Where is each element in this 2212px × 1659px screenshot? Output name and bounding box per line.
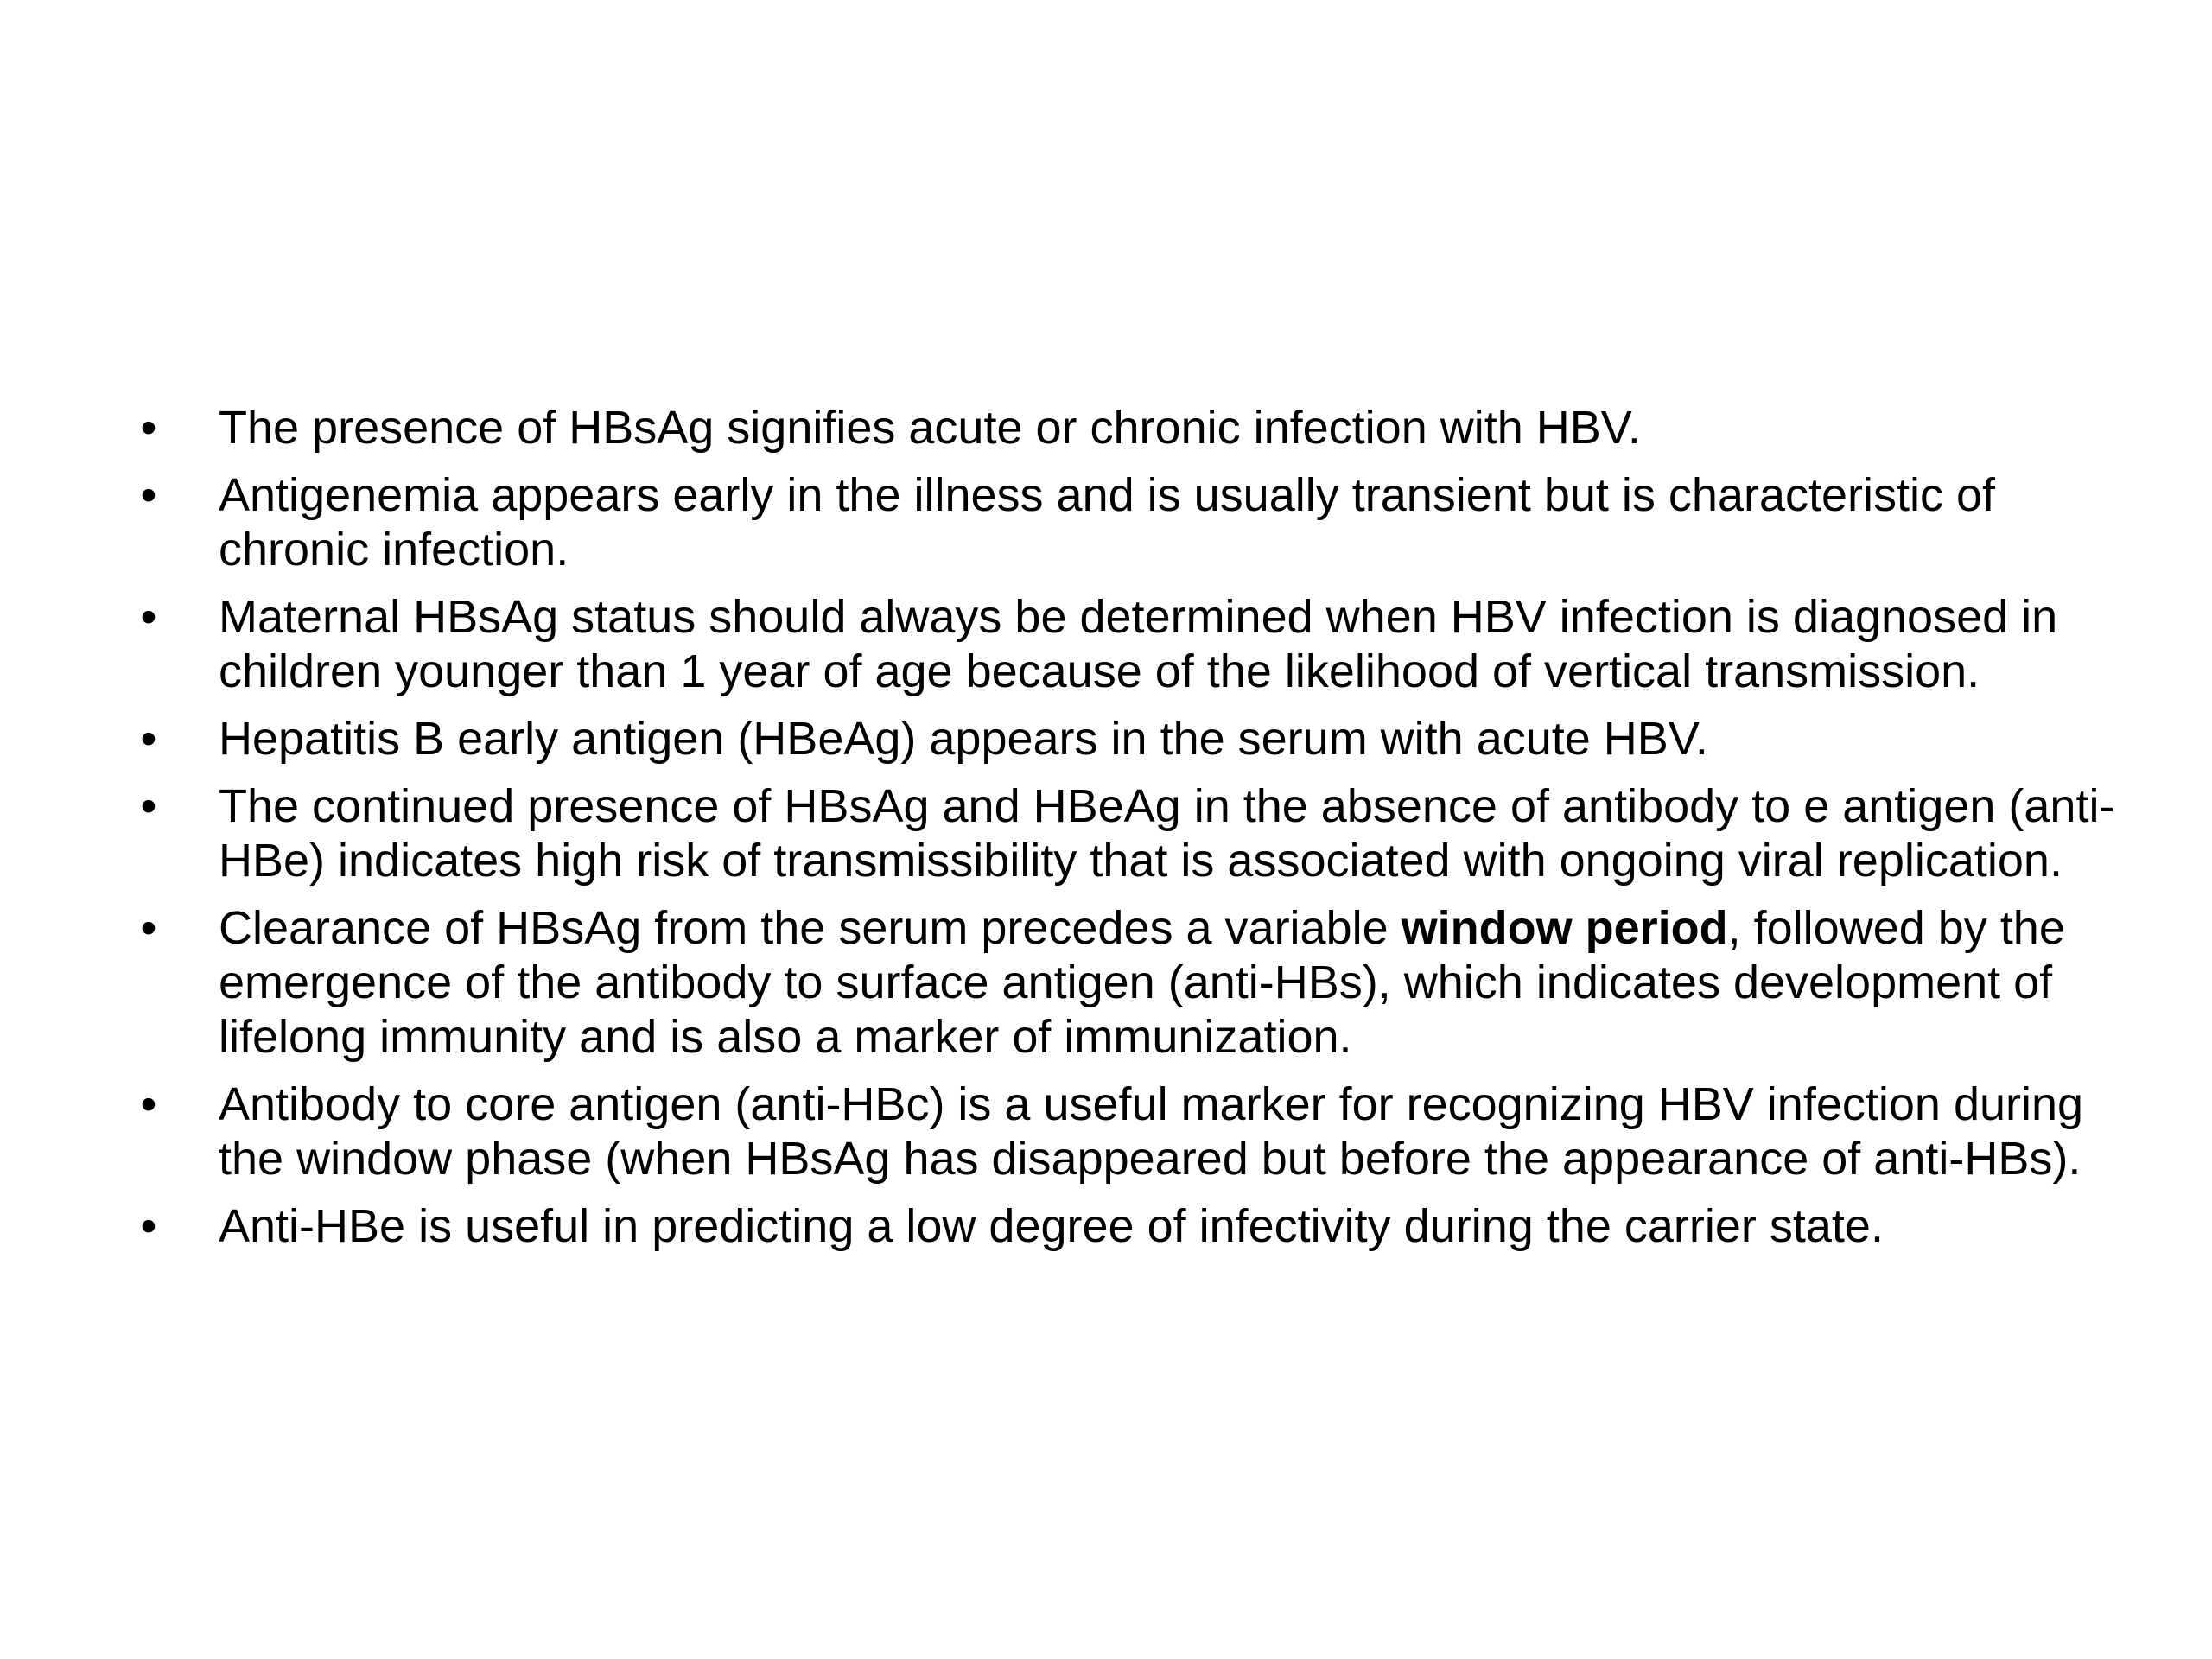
bullet-text: The continued presence of HBsAg and HBeAg in the absence of antibody to e antigen (anti- HBe) indicates high risk of transmissibility that is associated with ongoing viral replication.: [219, 780, 2115, 887]
bullet-text-before: Clearance of HBsAg from the serum precedes a variable: [219, 902, 1402, 954]
bullet-text: Antibody to core antigen (anti-HBc) is a useful marker for recognizing HBV infection during the window phase (when HBsAg has disappeared but before the appearance of anti-HBs).: [219, 1078, 2084, 1185]
bullet-dot-icon: •: [140, 1078, 157, 1130]
bullet-item: [0, 712, 2212, 766]
bullet-text: Hepatitis B early antigen (HBeAg) appears in the serum with acute HBV.: [219, 713, 1708, 765]
bullet-dot-icon: •: [140, 1200, 157, 1252]
bullet-text: The presence of HBsAg signifies acute or chronic infection with HBV.: [219, 402, 1641, 454]
bullet-item: [0, 468, 2212, 577]
bullet-dot-icon: •: [140, 902, 157, 954]
bullet-text: Anti-HBe is useful in predicting a low degree of infectivity during the carrier state.: [219, 1200, 1884, 1252]
bullet-text: Maternal HBsAg status should always be determined when HBV infection is diagnosed in children younger than 1 year of age because of the likelihood of vertical transmission.: [219, 591, 2058, 697]
bold-term-window-period: window period: [1401, 902, 1728, 954]
bullet-dot-icon: •: [140, 469, 157, 521]
bullet-text: Antigenemia appears early in the illness and is usually transient but is characteristic of chronic infection.: [219, 469, 1996, 575]
bullet-item: [0, 590, 2212, 699]
bullet-item: [0, 1077, 2212, 1186]
bullet-item: [0, 779, 2212, 888]
bullet-list: [0, 401, 2212, 1267]
bullet-text: [219, 902, 2065, 1063]
bullet-item: [0, 401, 2212, 455]
bullet-dot-icon: •: [140, 780, 157, 832]
bullet-item: [0, 901, 2212, 1065]
bullet-dot-icon: •: [140, 713, 157, 765]
bullet-dot-icon: •: [140, 402, 157, 454]
bullet-text-after: , followed by the emergence of the antibody to surface antigen (anti-HBs), which indicates development of lifelong immunity and is also a marker of immunization.: [219, 902, 2065, 1063]
bullet-dot-icon: •: [140, 591, 157, 643]
bullet-item: [0, 1199, 2212, 1254]
